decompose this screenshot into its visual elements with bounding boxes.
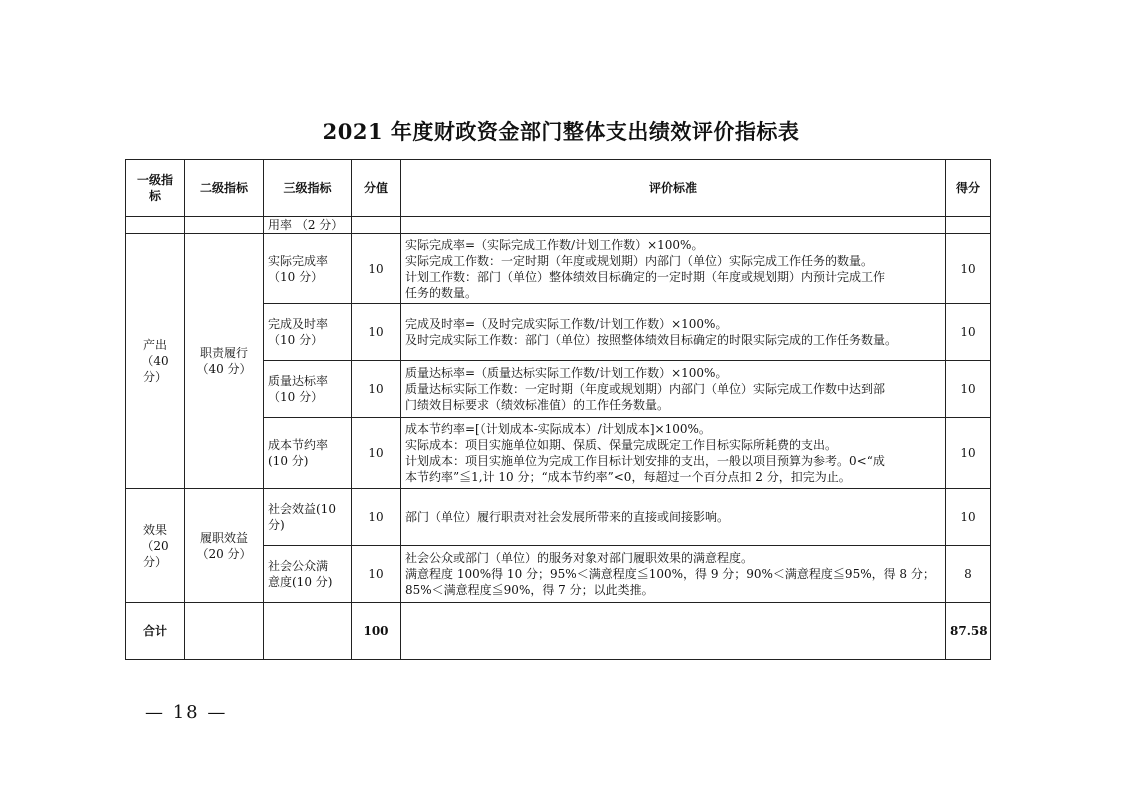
total-label: 合计 — [126, 603, 185, 660]
criteria-cell: 质量达标率=（质量达标实际工作数/计划工作数）×100%。 质量达标实际工作数：一定时期（年度或规划期）内部门（单位）实际完成工作数中达到部 门绩效目标要求（绩效标准值）的工作任务数量。 — [401, 361, 946, 418]
level1-output: 产出 （40 分） — [126, 234, 185, 489]
header-score: 得分 — [946, 160, 991, 217]
total-row — [126, 603, 991, 660]
level3-cell: 社会公众满 意度(10 分) — [264, 546, 352, 603]
value-cell: 10 — [352, 234, 401, 304]
value-cell: 10 — [352, 361, 401, 418]
value-cell: 10 — [352, 304, 401, 361]
value-cell: 10 — [352, 546, 401, 603]
table-row — [126, 489, 991, 546]
score-cell: 10 — [946, 304, 991, 361]
header-criteria: 评价标准 — [401, 160, 946, 217]
level3-cell: 实际完成率 （10 分） — [264, 234, 352, 304]
criteria-cell: 部门（单位）履行职责对社会发展所带来的直接或间接影响。 — [401, 489, 946, 546]
page-title: 2021 年度财政资金部门整体支出绩效评价指标表 — [322, 119, 800, 144]
header-level2: 二级指标 — [185, 160, 264, 217]
criteria-cell: 成本节约率=[（计划成本-实际成本）/计划成本]×100%。 实际成本：项目实施单位如期、保质、保量完成既定工作目标实际所耗费的支出。 计划成本：项目实施单位为完成工作目标计划安排的支出，一般以项目预算为参考。0<“成 本节约率”≦1,计 10 分；“成本节约率”<0，每超过一个百分点扣 2 分，扣完为止。 — [401, 418, 946, 489]
table-row — [126, 234, 991, 304]
level3-cell: 成本节约率 (10 分) — [264, 418, 352, 489]
total-value: 100 — [352, 603, 401, 660]
level2-output: 职责履行 （40 分） — [185, 234, 264, 489]
level3-cell: 社会效益(10 分) — [264, 489, 352, 546]
header-row — [126, 160, 991, 217]
indicator-table — [125, 159, 991, 660]
criteria-cell: 完成及时率=（及时完成实际工作数/计划工作数）×100%。 及时完成实际工作数：部门（单位）按照整体绩效目标确定的时限实际完成的工作任务数量。 — [401, 304, 946, 361]
header-level3: 三级指标 — [264, 160, 352, 217]
level2-effect: 履职效益 （20 分） — [185, 489, 264, 603]
value-cell: 10 — [352, 418, 401, 489]
carryover-level3: 用率 （2 分） — [264, 217, 352, 234]
score-cell: 10 — [946, 489, 991, 546]
criteria-cell: 实际完成率=（实际完成工作数/计划工作数）×100%。 实际完成工作数：一定时期（年度或规划期）内部门（单位）实际完成工作任务的数量。 计划工作数：部门（单位）整体绩效目标确定的一定时期（年度或规划期）内预计完成工作 任务的数量。 — [401, 234, 946, 304]
score-cell: 10 — [946, 234, 991, 304]
total-score: 87.58 — [946, 603, 991, 660]
level3-cell: 质量达标率 （10 分） — [264, 361, 352, 418]
level3-cell: 完成及时率 （10 分） — [264, 304, 352, 361]
score-cell: 10 — [946, 418, 991, 489]
score-cell: 8 — [946, 546, 991, 603]
level1-effect: 效果 （20 分） — [126, 489, 185, 603]
value-cell: 10 — [352, 489, 401, 546]
carryover-row — [126, 217, 991, 234]
criteria-cell: 社会公众或部门（单位）的服务对象对部门履职效果的满意程度。 满意程度 100%得 10 分；95%＜满意程度≦100%，得 9 分；90%＜满意程度≦95%，得 8 分； 85%＜满意程度≦90%，得 7 分；以此类推。 — [401, 546, 946, 603]
header-level1: 一级指 标 — [126, 160, 185, 217]
score-cell: 10 — [946, 361, 991, 418]
header-score-value: 分值 — [352, 160, 401, 217]
page-number: — 18 — — [145, 702, 228, 723]
